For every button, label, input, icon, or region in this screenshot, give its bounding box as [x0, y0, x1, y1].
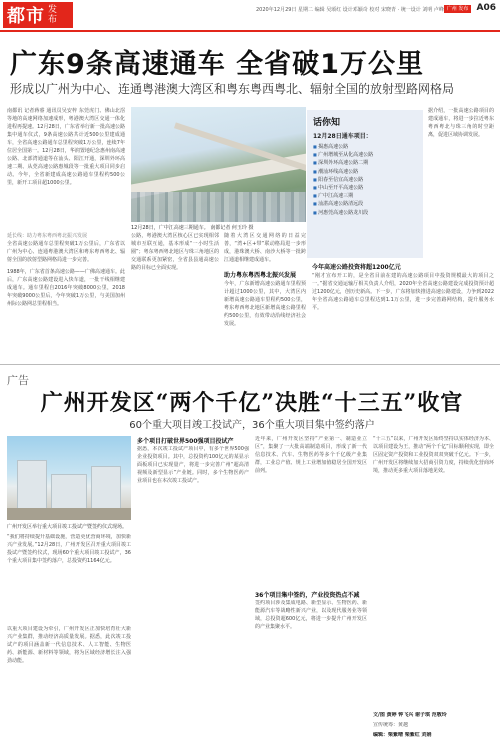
ad-column-3b: 签约项目涉及集成电路、新型显示、生物医药、新能源汽车等战略性新兴产业，以及现代服务业等领域，总投资超600亿元，将进一步提升广州开发区的产业集聚水平。	[255, 600, 367, 630]
project-item: ■ 汕湛高速公路清远段	[313, 200, 417, 208]
ad-subtitle-signing: 36个项目集中签约，产业投资热点不减	[255, 592, 360, 599]
project-item: ■ 中山至开平高速公路	[313, 184, 417, 192]
subsection-title-investment: 今年高速公路投资将超1200亿元	[312, 264, 401, 271]
page-label: 广州 发布	[444, 5, 472, 13]
info-box-subtitle: 12月28日通车项目：	[313, 133, 372, 140]
story-column-4: 今年，广东新增高速公路通车里程预计超过1000公里，其中，大湾区内新增高速公路通车里程约500公里，粤东粤西粤北地区新增高速公路里程约500公里，有效带动沿线经济社会发展。	[224, 281, 306, 327]
story-column-1-text: 南都讯 记者蒋睿 通讯员吴安梓 东莞虎门、佛山北滘等地的高速网络加速成形，粤港澳大湾区交通一体化进程再提速。12月28日，广东省举行新一批高速公路集中通车仪式，9条高速公路共计近500公里建成通车，全省高速公路通车总里程突破1万公里，连续7年位居全国第一。12月28日，华润置地纪念惠州南高速公路、北部湾通道等在汕头、阳江开通，深圳外环高速二期、从莞高速公路惠城段等一批重大项目同步启动。今年，全省新建成高速公路通车里程约500公里，新开工项目超1000公里。	[7, 108, 125, 186]
story-column-2: 1988年，广东省首条高速公路——广佛高速通车。此后，广东高速公路建设进入快车道，一批干线相继建成通车。通车里程自2016年突破8000公里，2018年突破9000公里后，今年突破1万公里，与美国加州州际公路网总里程相当。	[7, 269, 125, 307]
section-subname: 发布	[48, 5, 58, 25]
ad-headline: 广州开发区“两个千亿”决胜“十三五”收官	[40, 390, 464, 416]
info-box-title: 话你知	[313, 118, 341, 128]
highway-photo-caption: 12月28日，广中江高速三期通车。 南都记者 何玉玲 摄	[131, 225, 254, 231]
ad-byline: 文/图 黄婷 钟飞兴 谢子琪 范敬玲	[373, 712, 447, 718]
story-column-1b: 全省高速公路通车总里程突破1万公里后，广东省以广州为中心、连通粤港澳大湾区和粤东粤西粤北、辐射全国的放射型路网格局进一步完善。	[7, 241, 125, 263]
main-headline: 广东9条高速通车 全省破1万公里	[10, 49, 424, 80]
story-column-3b: 随着大湾区交通网络的日益完善，“湾+区+带”联动格局进一步形成，港珠澳大桥、南沙大桥等一批跨江通道相继建成通车。	[224, 233, 306, 263]
story-note: 延长线：助力粤东粤西粤北振兴发展	[7, 233, 88, 239]
section-name: 都市	[7, 6, 45, 27]
project-item: ■ 潮汕环线高速公路	[313, 168, 417, 176]
info-box	[307, 110, 423, 258]
ad-column-1b: 以重大项目建设为牵引，广州开发区正加快培育壮大新兴产业集群，推动经济高质量发展。据悉，此次竣工投试产的项目涵盖新一代信息技术、人工智能、生物医药、新能源、新材料等领域，将为区域经济增长注入强劲动能。	[7, 626, 131, 664]
ad-label: 广告	[7, 374, 29, 387]
masthead-rule	[0, 30, 500, 32]
main-subheadline: 形成以广州为中心、连通粤港澳大湾区和粤东粤西粤北、辐射全国的放射型路网格局	[10, 82, 455, 96]
project-item: ■ 广州增城至从化高速公路	[313, 151, 417, 159]
story-column-6: “刚才宣布开工的，是全省目前在建的高速公路项目中投资规模最大的项目之一。”据省交通运输厅相关负责人介绍，2020年全省高速公路建设完成投资预计超过1200亿元，创历史新高。下一步，广东将加快推进高速公路建设，力争到2022年全省高速公路通车总里程达到1.1万公里，进一步完善路网结构，提升服务水平。	[312, 273, 494, 311]
ad-subheadline: 60个重大项目竣工投试产，36个重大项目集中签约落户	[129, 420, 375, 431]
ceremony-photo	[7, 436, 131, 520]
ad-column-3: 近年来，广州开发区坚持“产业第一、制造业立区”，集聚了一大批高端制造项目，形成了新一代信息技术、汽车、生物医药等多个千亿级产业集群，工业总产值、规上工业增加值稳居全国开发区前列。	[255, 436, 367, 474]
page-number-text: A06	[476, 3, 496, 13]
project-list	[313, 143, 417, 217]
project-item: ■ 广中江高速三期	[313, 192, 417, 200]
ceremony-photo-caption: 广州开发区举行重大项目竣工投试产暨签约仪式现场。	[7, 524, 128, 530]
ad-column-2: 据悉，本次竣工投试产项目中，有多个世界500强企业投资项目。其中，总投资约100亿元的某显示面板项目已实现量产，将进一步完善广州“超高清视频及新型显示”产业链。同时，多个生物医药产业项目也在本次竣工投试产。	[137, 446, 249, 484]
story-column-3: 公路，粤港澳大湾区核心区已实现相邻城市互联互通，基本形成“一小时生活圈”；粤东粤西粤北地区与珠三角地区的交通联系更加紧密，全省县县通高速公路的目标已全面实现。	[131, 233, 219, 271]
page-number	[444, 3, 496, 13]
story-column-1	[7, 107, 125, 227]
masthead-info: 2020年12月29日 星期二 编辑 吴颂红 设计邓颖奇 校对 宋晓青 · 统一设计 刘明 卢峰	[256, 7, 444, 13]
section-tag	[3, 2, 73, 28]
project-item: ■ 深圳外环高速公路二期	[313, 159, 417, 167]
subsection-title-development: 助力粤东粤西粤北振兴发展	[224, 272, 297, 279]
ad-column-4: “十三五”以来，广州开发区始终坚持以实体经济为本、以项目建设为王，推动“两个千亿”目标顺利实现，即全区固定资产投资和工业投资双双突破千亿元。下一步，广州开发区将继续加大招商引资力度，持续优化营商环境，推动更多重大项目落地见效。	[373, 436, 494, 474]
ad-column-1: “我们将持续提升基础设施，营造更优营商环境，加快新兴产业发展。”12月28日，广州开发区召开重大项目竣工投试产暨签约仪式，现场60个重大项目竣工投试产，36个重大项目集中签约落户，总投资约1164亿元。	[7, 534, 131, 564]
project-item: ■ 阳春至信宜高速公路	[313, 176, 417, 184]
section-divider	[0, 364, 500, 365]
project-item: ■ 揭惠高速公路	[313, 143, 417, 151]
ad-subtitle-projects: 多个项目打破世界500强项目投试产	[137, 438, 234, 445]
highway-photo	[131, 107, 306, 222]
ad-editor: 编辑：梁紫晴 梁紫红 刘娟	[373, 732, 432, 738]
project-item: ■ 河惠莞高速公路龙川段	[313, 209, 417, 217]
story-column-5: 据介绍，一批高速公路项目的建成通车，将进一步拉近粤东粤西粤北与珠三角的时空距离，促进区域协调发展。	[428, 108, 494, 138]
ad-byline-2: 宣传统筹：黄越	[373, 722, 409, 728]
